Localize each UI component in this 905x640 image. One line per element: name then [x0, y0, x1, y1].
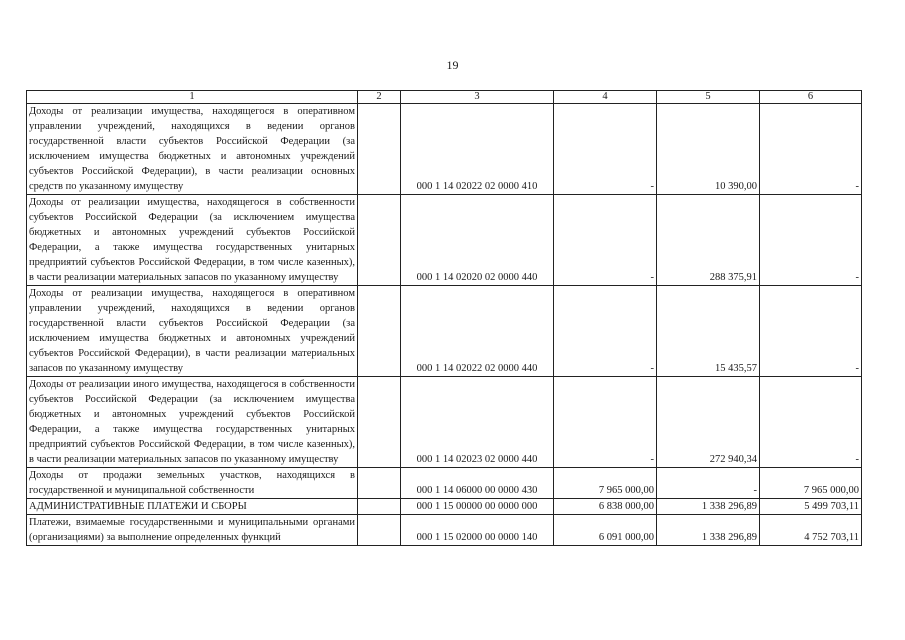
row-plan: -	[554, 377, 657, 468]
revenue-table	[26, 90, 862, 546]
row-unexecuted: 5 499 703,11	[760, 499, 862, 515]
row-name: Платежи, взимаемые государственными и муниципальными органами (организациями) за выполнение определенных функций	[27, 515, 358, 546]
row-col2	[358, 499, 401, 515]
row-executed: 1 338 296,89	[657, 499, 760, 515]
row-plan: 7 965 000,00	[554, 468, 657, 499]
row-col2	[358, 468, 401, 499]
column-header-4: 4	[554, 91, 657, 104]
row-col2	[358, 515, 401, 546]
row-name: Доходы от продажи земельных участков, находящихся в государственной и муниципальной собственности	[27, 468, 358, 499]
column-header-5: 5	[657, 91, 760, 104]
row-code: 000 1 14 06000 00 0000 430	[401, 468, 554, 499]
column-header-6: 6	[760, 91, 862, 104]
row-code: 000 1 14 02022 02 0000 410	[401, 104, 554, 195]
row-plan: -	[554, 104, 657, 195]
row-code: 000 1 14 02022 02 0000 440	[401, 286, 554, 377]
table-row	[27, 195, 862, 286]
row-executed: 288 375,91	[657, 195, 760, 286]
row-code: 000 1 14 02023 02 0000 440	[401, 377, 554, 468]
row-unexecuted: -	[760, 104, 862, 195]
column-header-1: 1	[27, 91, 358, 104]
column-header-2: 2	[358, 91, 401, 104]
header-row	[27, 91, 862, 104]
table-row	[27, 104, 862, 195]
table-row	[27, 377, 862, 468]
row-executed: 10 390,00	[657, 104, 760, 195]
table-row	[27, 499, 862, 515]
row-plan: -	[554, 195, 657, 286]
row-code: 000 1 14 02020 02 0000 440	[401, 195, 554, 286]
row-col2	[358, 104, 401, 195]
table-row	[27, 468, 862, 499]
row-col2	[358, 195, 401, 286]
row-unexecuted: 7 965 000,00	[760, 468, 862, 499]
table-row	[27, 286, 862, 377]
row-col2	[358, 377, 401, 468]
row-name: Доходы от реализации имущества, находящегося в оперативном управлении учреждений, находящихся в ведении органов государственной власти субъектов Российской Федерации (за исключением имущества бюджетных и автономных учреждений субъектов Российской Федерации), в части реализации основных средств по указанному имуществу	[27, 104, 358, 195]
page-number: 19	[446, 58, 459, 72]
row-unexecuted: 4 752 703,11	[760, 515, 862, 546]
row-executed: 15 435,57	[657, 286, 760, 377]
row-name: АДМИНИСТРАТИВНЫЕ ПЛАТЕЖИ И СБОРЫ	[27, 499, 358, 515]
row-code: 000 1 15 02000 00 0000 140	[401, 515, 554, 546]
row-unexecuted: -	[760, 286, 862, 377]
column-header-3: 3	[401, 91, 554, 104]
table-row	[27, 515, 862, 546]
row-plan: -	[554, 286, 657, 377]
row-name: Доходы от реализации имущества, находящегося в оперативном управлении учреждений, находящихся в ведении органов государственной власти субъектов Российской Федерации (за исключением имущества бюджетных и автономных учреждений субъектов Российской Федерации), в части реализации материальных запасов по указанному имуществу	[27, 286, 358, 377]
row-unexecuted: -	[760, 195, 862, 286]
row-name: Доходы от реализации имущества, находящегося в собственности субъектов Российской Федерации (за исключением имущества бюджетных и автономных учреждений субъектов Российской Федерации, а также имущества государственных унитарных предприятий субъектов Российской Федерации, в том числе казенных), в части реализации материальных запасов по указанному имуществу	[27, 195, 358, 286]
row-executed: 272 940,34	[657, 377, 760, 468]
row-executed: -	[657, 468, 760, 499]
row-code: 000 1 15 00000 00 0000 000	[401, 499, 554, 515]
row-col2	[358, 286, 401, 377]
row-plan: 6 838 000,00	[554, 499, 657, 515]
row-name: Доходы от реализации иного имущества, находящегося в собственности субъектов Российской Федерации (за исключением имущества бюджетных и автономных учреждений субъектов Российской Федерации, а также имущества государственных унитарных предприятий субъектов Российской Федерации, в том числе казенных), в части реализации материальных запасов по указанному имуществу	[27, 377, 358, 468]
row-unexecuted: -	[760, 377, 862, 468]
row-executed: 1 338 296,89	[657, 515, 760, 546]
row-plan: 6 091 000,00	[554, 515, 657, 546]
